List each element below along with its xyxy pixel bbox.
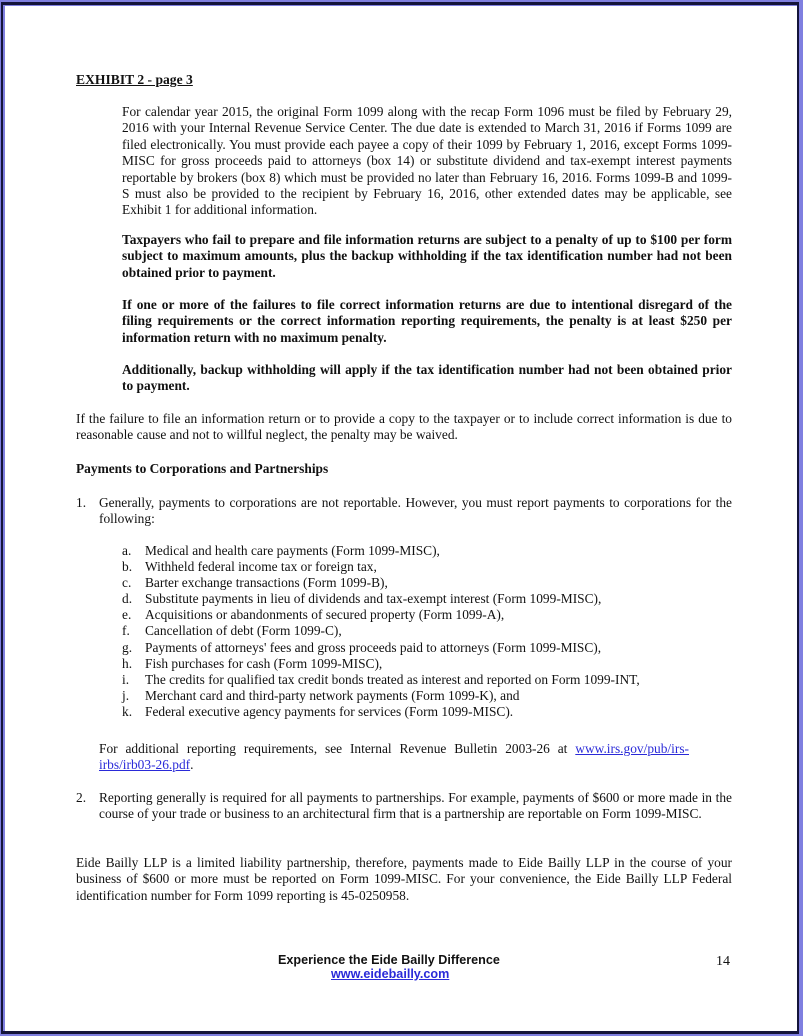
list-letter: b. <box>122 559 133 575</box>
list-item-text: Withheld federal income tax or foreign tax, <box>145 559 377 575</box>
footer-tagline: Experience the Eide Bailly Difference <box>278 953 500 967</box>
list-letter: g. <box>122 639 133 655</box>
item-number: 1. <box>76 495 87 510</box>
page-number: 14 <box>716 954 730 969</box>
list-letter: h. <box>122 655 133 671</box>
list-item-text: Medical and health care payments (Form 1099-MISC), <box>145 543 440 558</box>
additional-reporting-paragraph <box>99 741 689 774</box>
numbered-item-2 <box>76 790 732 823</box>
list-item-text: Substitute payments in lieu of dividends and tax-exempt interest (Form 1099-MISC), <box>145 591 602 607</box>
numbered-item-1 <box>76 495 732 528</box>
penalty-paragraph-2: If one or more of the failures to file correct information returns are due to intentional disregard of the filing requirements or the correct information reporting requirements, the penalty is at least $250 per information return with no maximum penalty. <box>122 297 732 345</box>
footer-website-link[interactable]: www.eidebailly.com <box>331 967 450 981</box>
list-letter: c. <box>122 575 132 591</box>
penalty-paragraph-1: Taxpayers who fail to prepare and file information returns are subject to a penalty of up to $100 per form subject to maximum amounts, plus the backup withholding if the tax identification number had not been obtained prior to payment. <box>122 232 732 280</box>
item-number: 2. <box>76 790 87 805</box>
list-item <box>122 640 722 656</box>
list-item-text: Barter exchange transactions (Form 1099-B), <box>145 575 388 591</box>
additional-reporting-suffix: . <box>190 757 194 773</box>
list-item <box>122 575 722 591</box>
list-item-text: Merchant card and third-party network payments (Form 1099-K), and <box>145 687 520 703</box>
list-item <box>122 623 722 639</box>
list-item <box>122 607 722 623</box>
exhibit-heading: EXHIBIT 2 - page 3 <box>76 72 193 87</box>
list-item <box>122 688 722 704</box>
list-item-text: Cancellation of debt (Form 1099-C), <box>145 623 342 639</box>
list-letter: e. <box>122 607 132 623</box>
penalty-paragraph-3: Additionally, backup withholding will apply if the tax identification number had not been obtained prior to payment. <box>122 362 732 394</box>
irs-bulletin-link[interactable]: www.irs.gov/pub/irs-irbs/irb03-26.pdf <box>99 741 689 773</box>
corporation-exceptions-list <box>122 543 722 720</box>
section-title: Payments to Corporations and Partnerships <box>76 461 329 476</box>
list-item-text: Payments of attorneys' fees and gross proceeds paid to attorneys (Form 1099-MISC), <box>145 639 602 655</box>
list-item-text: Acquisitions or abandonments of secured property (Form 1099-A), <box>145 607 505 623</box>
list-item-text: Fish purchases for cash (Form 1099-MISC), <box>145 655 383 671</box>
list-letter: j. <box>122 687 130 703</box>
list-item <box>122 591 722 607</box>
list-item <box>122 704 722 720</box>
item-text: Reporting generally is required for all payments to partnerships. For example, payments of $600 or more made in the course of your trade or business to an architectural firm that is a partnership are reportable on Form 1099-MISC. <box>99 790 732 822</box>
list-item-text: The credits for qualified tax credit bonds treated as interest and reported on Form 1099-INT, <box>145 671 640 687</box>
intro-paragraph: For calendar year 2015, the original Form 1099 along with the recap Form 1096 must be filed by February 29, 2016 with your Internal Revenue Service Center. The due date is extended to March 31, 2016 if Forms 1099 are filed electronically. You must provide each payee a copy of their 1099 by February 1, 2016, except Forms 1099-MISC for gross proceeds paid to attorneys (box 14) or substitute dividend and tax-exempt interest payments reportable by brokers (box 8) which must be provided no later than February 16, 2016. Forms 1099-B and 1099-S must also be provided to the recipient by February 16, 2016, other extended dates may be applicable, see Exhibit 1 for additional information. <box>122 104 732 218</box>
list-letter: a. <box>122 543 132 558</box>
list-letter: d. <box>122 591 133 607</box>
list-letter: k. <box>122 703 133 719</box>
list-item <box>122 559 722 575</box>
list-letter: i. <box>122 671 130 687</box>
list-item <box>122 543 722 559</box>
list-item <box>122 656 722 672</box>
waiver-paragraph: If the failure to file an information return or to provide a copy to the taxpayer or to include correct information is due to reasonable cause and not to willful neglect, the penalty may be waived. <box>76 411 732 443</box>
list-item-text: Federal executive agency payments for services (Form 1099-MISC). <box>145 703 514 719</box>
additional-reporting-text: For additional reporting requirements, see Internal Revenue Bulletin 2003-26 at <box>99 741 576 756</box>
closing-paragraph: Eide Bailly LLP is a limited liability partnership, therefore, payments made to Eide Bailly LLP in the course of your business of $600 or more must be reported on Form 1099-MISC. For your convenience, the Eide Bailly LLP Federal identification number for Form 1099 reporting is 45-0250958. <box>76 855 732 903</box>
list-item <box>122 672 722 688</box>
item-text: Generally, payments to corporations are not reportable. However, you must report payments to corporations for the following: <box>99 495 732 527</box>
list-letter: f. <box>122 623 130 639</box>
